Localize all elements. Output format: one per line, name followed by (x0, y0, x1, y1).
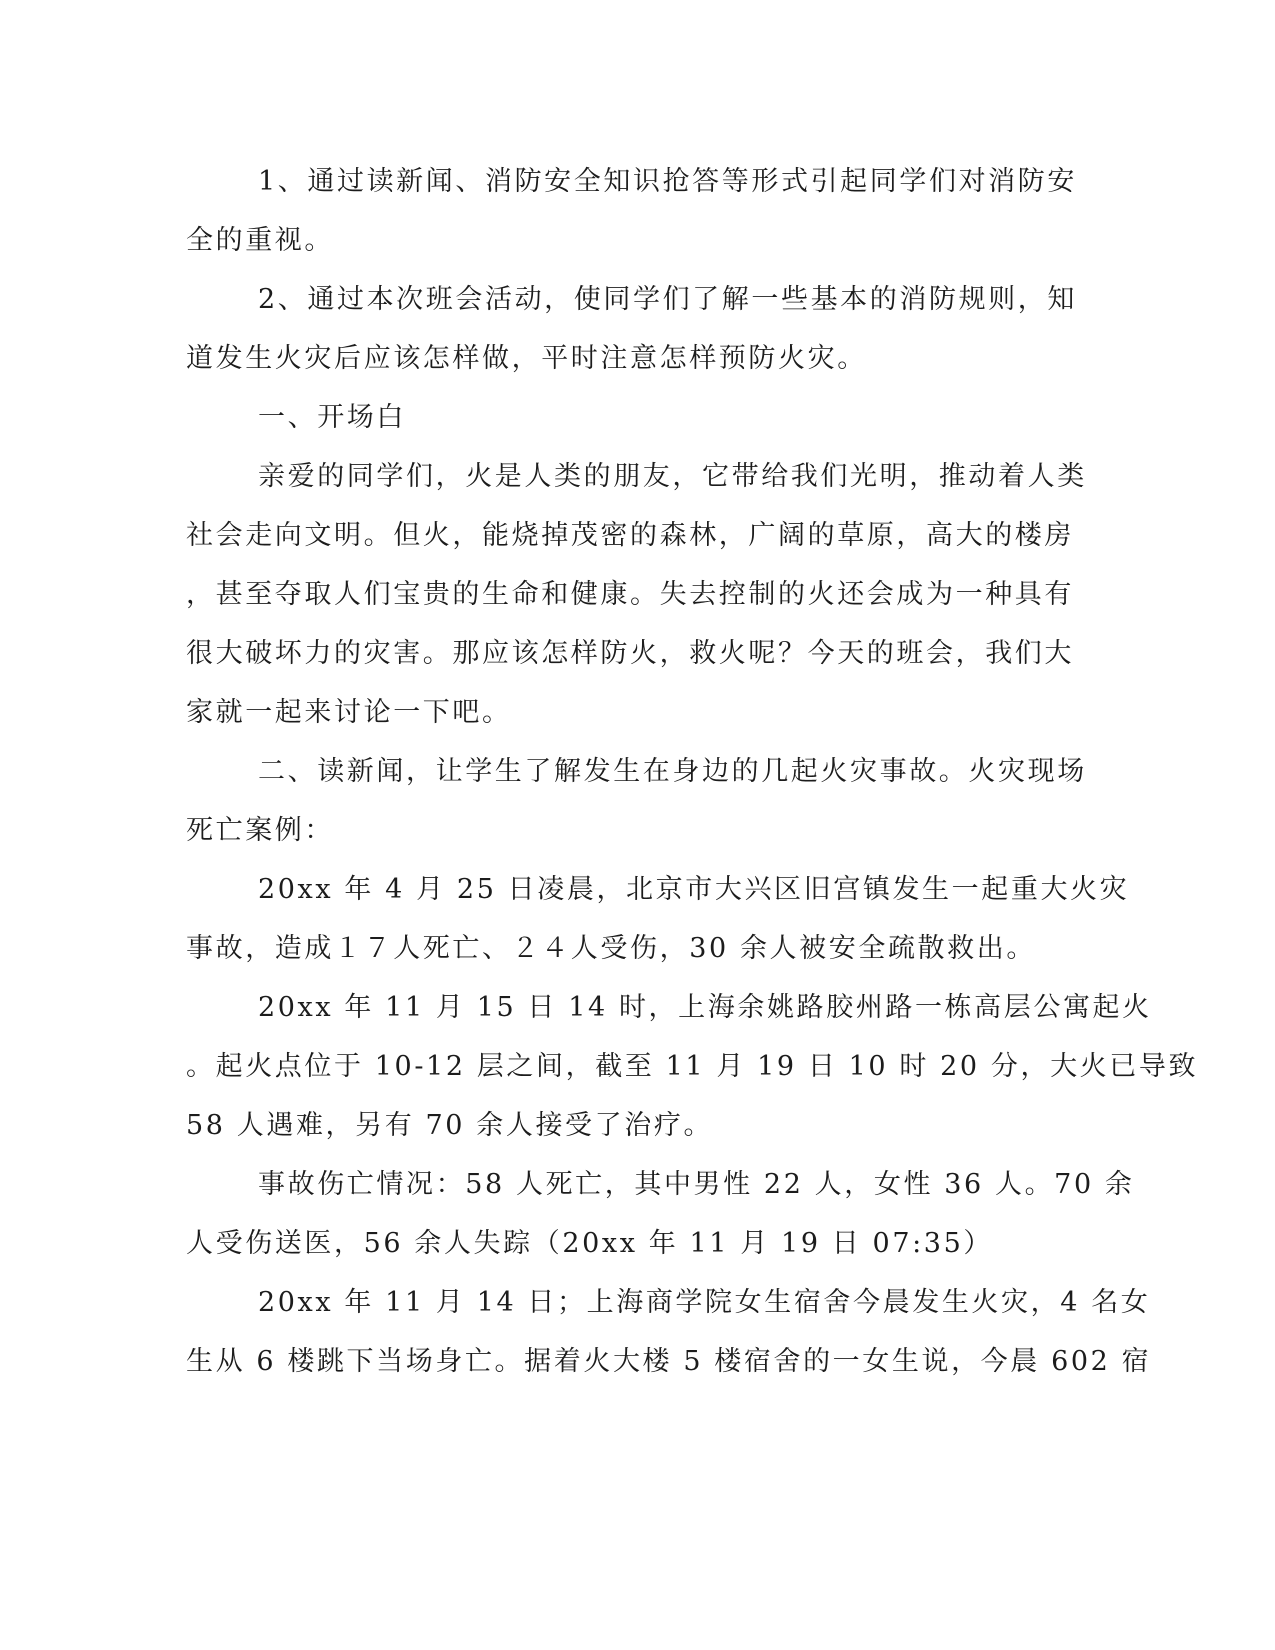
text-line: 20xx 年 11 月 15 日 14 时，上海余姚路胶州路一栋高层公寓起火 (258, 992, 1152, 1023)
text-line: 亲爱的同学们，火是人类的朋友，它带给我们光明，推动着人类 (258, 461, 1087, 492)
text-line: 2、通过本次班会活动，使同学们了解一些基本的消防规则，知 (258, 284, 1077, 315)
text-line: 。起火点位于 10-12 层之间，截至 11 月 19 日 10 时 20 分，大火已导致 (186, 1051, 1199, 1082)
text-line: 社会走向文明。但火，能烧掉茂密的森林，广阔的草原，高大的楼房 (186, 520, 1074, 551)
section-heading: 二、读新闻，让学生了解发生在身边的几起火灾事故。火灾现场 (258, 756, 1087, 787)
text-line: 生从 6 楼跳下当场身亡。据着火大楼 5 楼宿舍的一女生说，今晨 602 宿 (186, 1346, 1152, 1377)
text-line: 1、通过读新闻、消防安全知识抢答等形式引起同学们对消防安 (258, 166, 1077, 197)
text-line: 人受伤送医，56 余人失踪（20xx 年 11 月 19 日 07:35） (186, 1228, 993, 1259)
text-line: 道发生火灾后应该怎样做，平时注意怎样预防火灾。 (186, 343, 867, 374)
text-line: 死亡案例： (186, 815, 334, 846)
text-line: 58 人遇难，另有 70 余人接受了治疗。 (186, 1110, 714, 1141)
text-line: 20xx 年 11 月 14 日；上海商学院女生宿舍今晨发生火灾，4 名女 (258, 1287, 1151, 1318)
text-line: 很大破坏力的灾害。那应该怎样防火，救火呢？今天的班会，我们大 (186, 638, 1074, 669)
text-line: 20xx 年 4 月 25 日凌晨，北京市大兴区旧宫镇发生一起重大火灾 (258, 874, 1130, 905)
text-line: ，甚至夺取人们宝贵的生命和健康。失去控制的火还会成为一种具有 (186, 579, 1074, 610)
text-line: 事故伤亡情况：58 人死亡，其中男性 22 人，女性 36 人。70 余 (258, 1169, 1135, 1200)
text-line: 全的重视。 (186, 225, 334, 256)
text-line: 事故，造成１７人死亡、２４人受伤，30 余人被安全疏散救出。 (186, 933, 1036, 964)
section-heading: 一、开场白 (258, 402, 406, 433)
text-line: 家就一起来讨论一下吧。 (186, 697, 512, 728)
